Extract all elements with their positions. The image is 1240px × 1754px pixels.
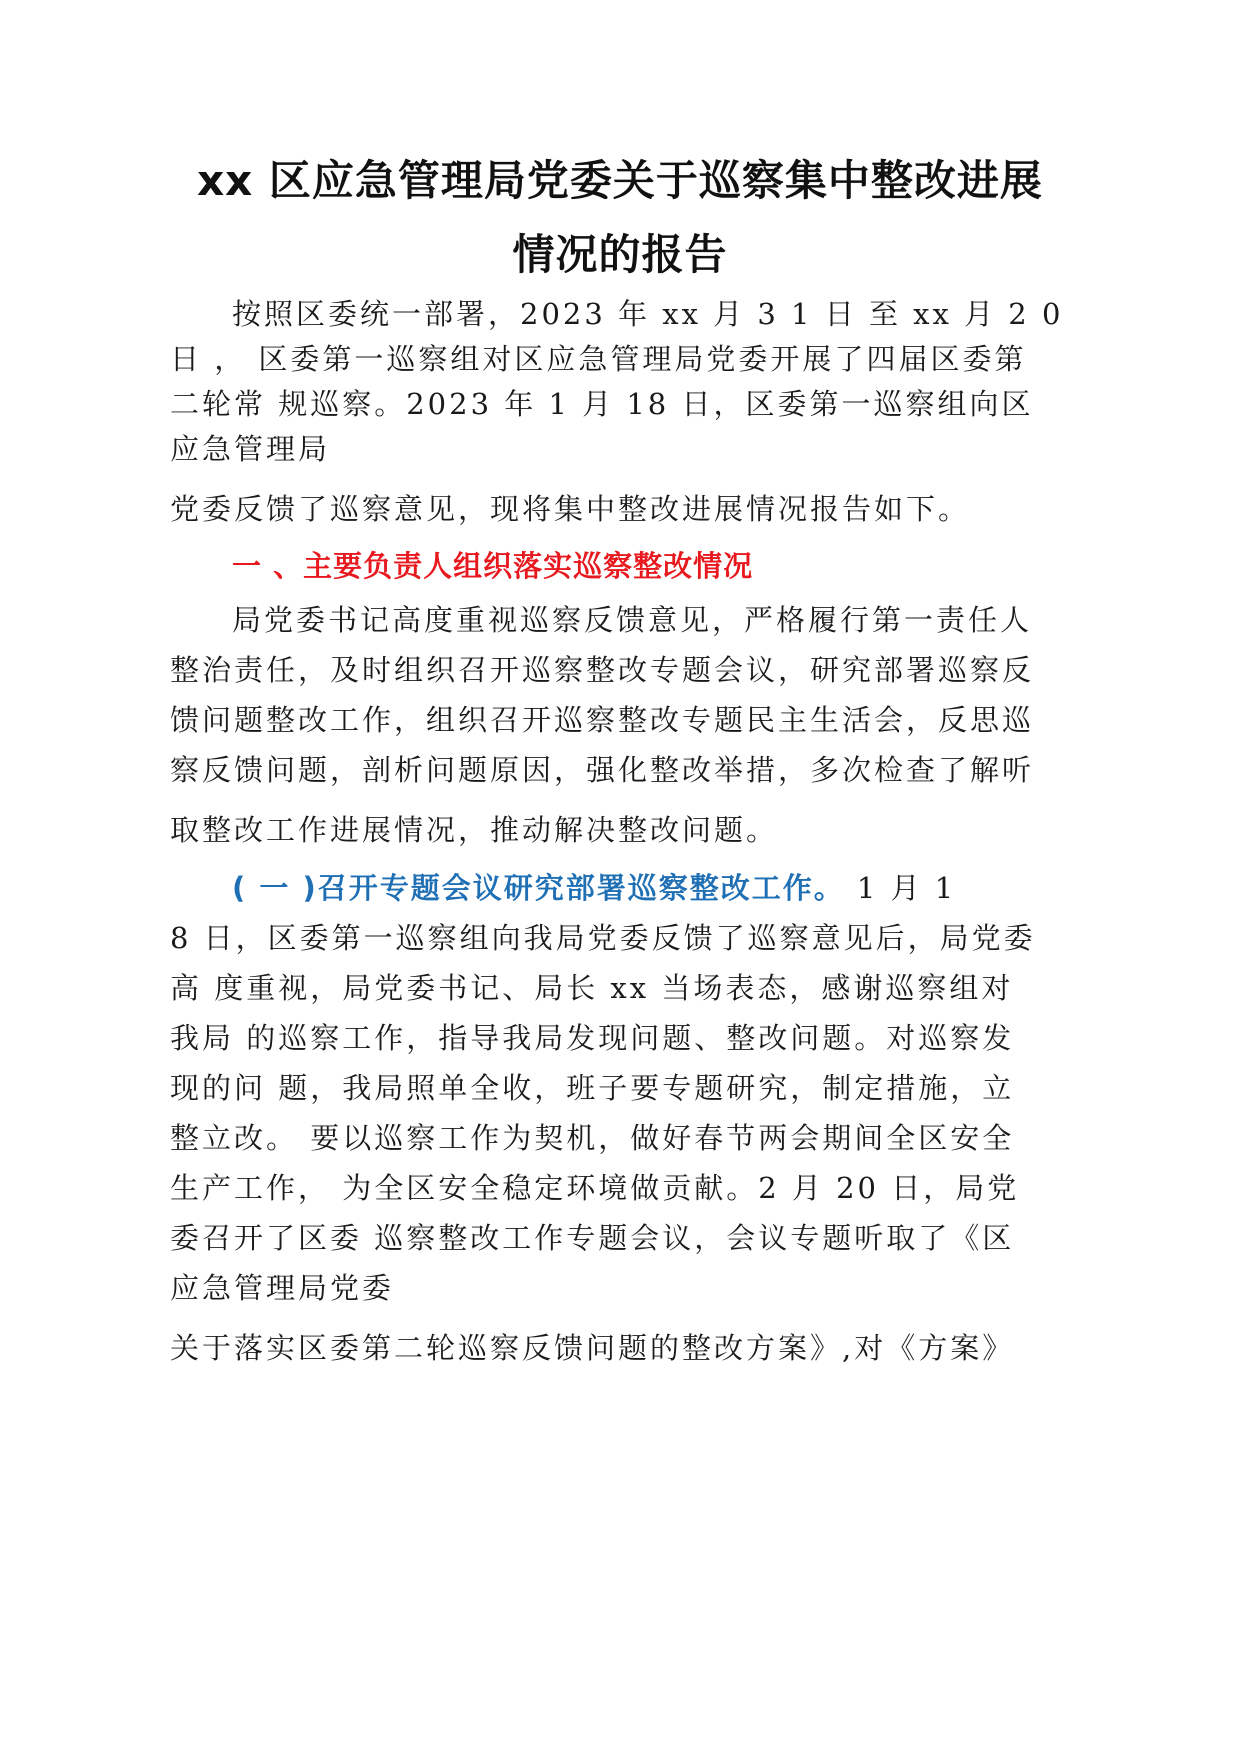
section-1-line-1: 局党委书记高度重视巡察反馈意见，严格履行第一责任人	[232, 603, 1033, 637]
subsection-1-line-2: 8 日，区委第一巡察组向我局党委反馈了巡察意见后，局党委	[170, 921, 1036, 955]
intro-line-2: 日 ， 区委第一巡察组对区应急管理局党委开展了四届区委第	[170, 342, 1027, 376]
subsection-1-line-5: 现的问 题，我局照单全收，班子要专题研究，制定措施，立	[170, 1071, 1015, 1105]
subsection-1-line-9: 应急管理局党委	[170, 1271, 395, 1305]
section-1-line-4: 察反馈问题，剖析问题原因，强化整改举措，多次检查了解听	[170, 753, 1035, 787]
intro-line-3: 二轮常 规巡察。2023 年 1 月 18 日，区委第一巡察组向区	[170, 387, 1034, 421]
subsection-1-line-7: 生产工作， 为全区安全稳定环境做贡献。2 月 20 日，局党	[170, 1171, 1020, 1205]
subsection-1-line-6: 整立改。 要以巡察工作为契机，做好春节两会期间全区安全	[170, 1121, 1015, 1155]
section-1-heading: 一 、主要负责人组织落实巡察整改情况	[232, 549, 754, 583]
subsection-1-line-10: 关于落实区委第二轮巡察反馈问题的整改方案》,对《方案》	[170, 1331, 1015, 1365]
section-1-line-2: 整治责任，及时组织召开巡察整改专题会议，研究部署巡察反	[170, 653, 1035, 687]
subsection-1-line-3: 高 度重视，局党委书记、局长 xx 当场表态，感谢巡察组对	[170, 971, 1014, 1005]
intro-line-1: 按照区委统一部署，2023 年 xx 月 3 1 日 至 xx 月 2 0	[232, 297, 1064, 331]
document-title-line-2: 情况的报告	[512, 230, 728, 279]
subsection-1-line-4: 我局 的巡察工作，指导我局发现问题、整改问题。对巡察发	[170, 1021, 1015, 1055]
intro-line-4: 应急管理局	[170, 432, 331, 466]
subsection-1-heading: ( 一 )召开专题会议研究部署巡察整改工作。	[232, 871, 845, 905]
subsection-1-line-1	[232, 866, 956, 907]
subsection-1-line-1-tail: 1 月 1	[844, 871, 957, 905]
intro-line-5: 党委反馈了巡察意见，现将集中整改进展情况报告如下。	[170, 492, 971, 526]
document-title-line-1: xx 区应急管理局党委关于巡察集中整改进展	[197, 156, 1043, 205]
subsection-1-line-8: 委召开了区委 巡察整改工作专题会议，会议专题听取了《区	[170, 1221, 1015, 1255]
section-1-line-5: 取整改工作进展情况，推动解决整改问题。	[170, 813, 779, 847]
section-1-line-3: 馈问题整改工作，组织召开巡察整改专题民主生活会，反思巡	[170, 703, 1035, 737]
